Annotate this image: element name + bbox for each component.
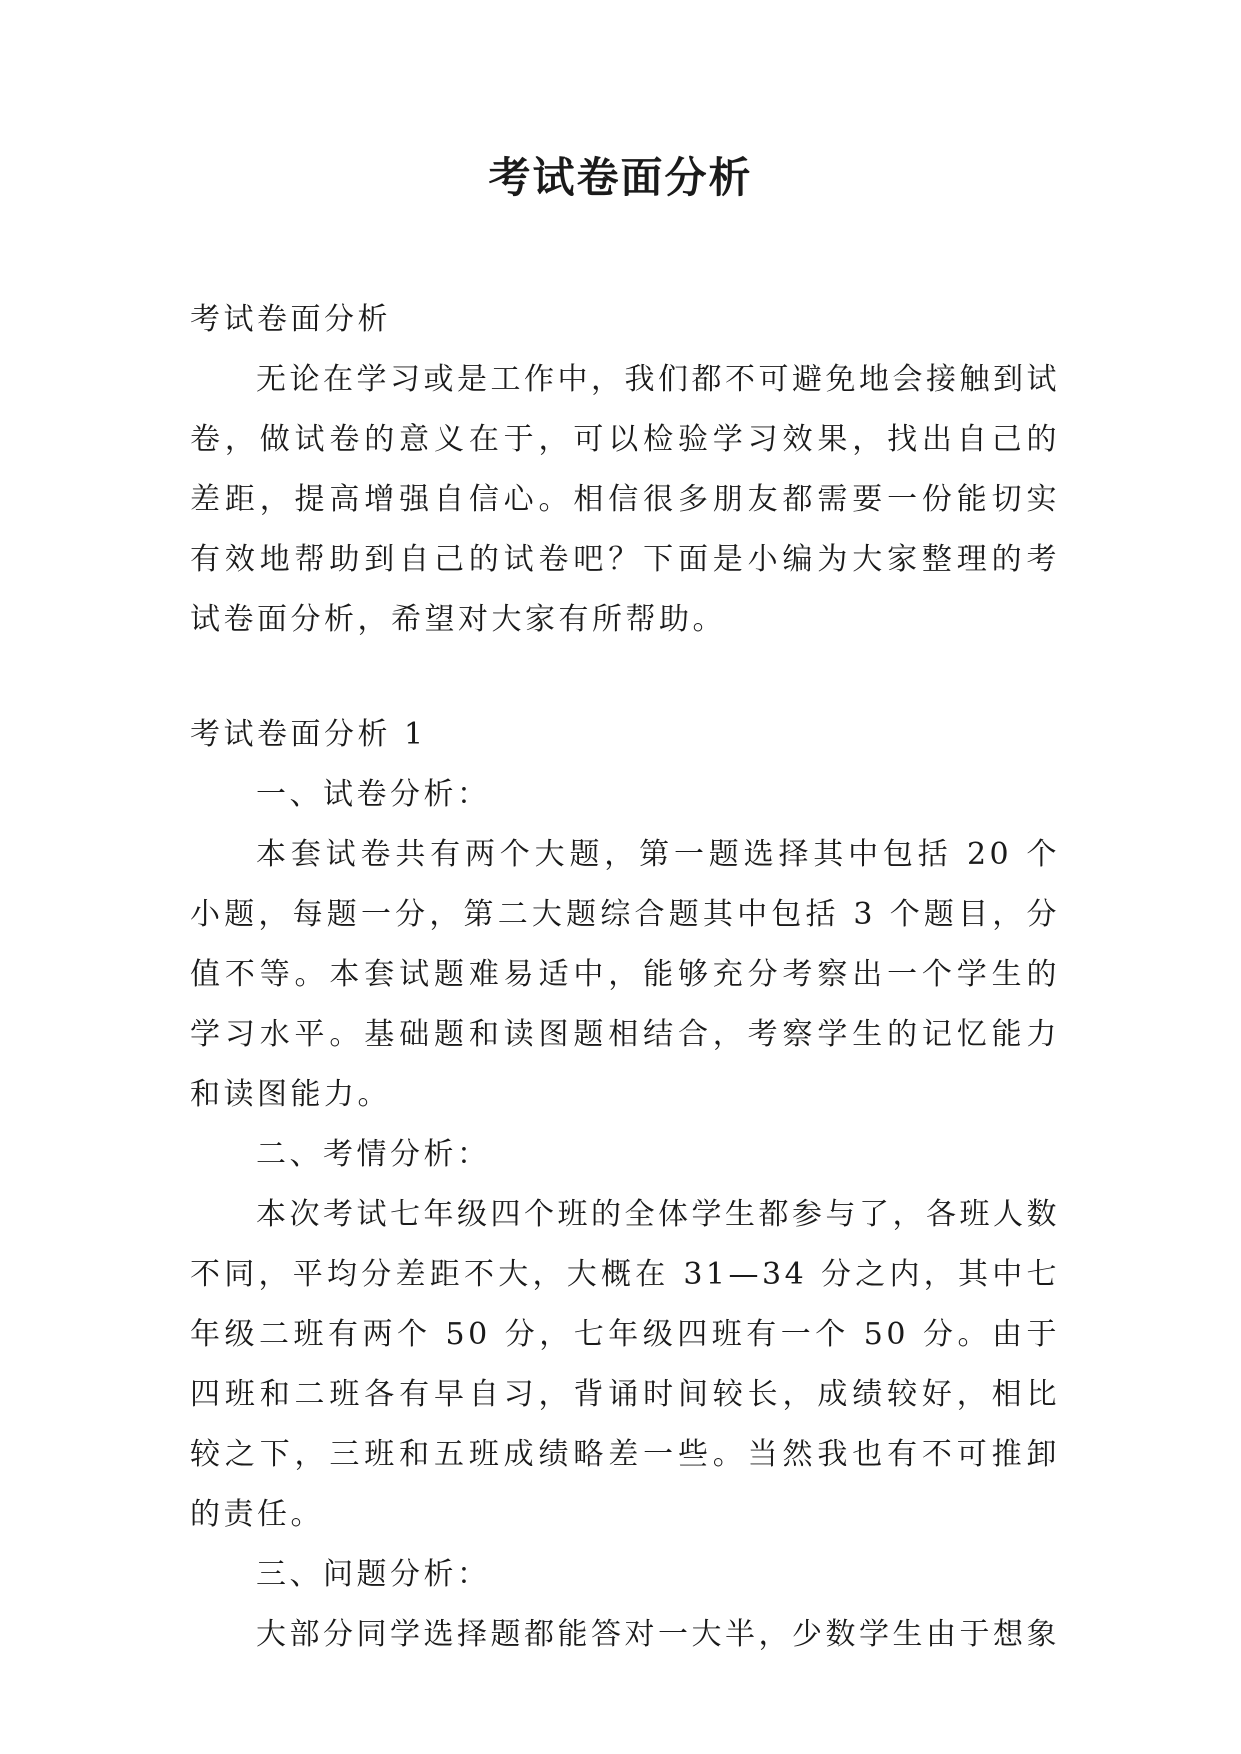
part2-paragraph: 本次考试七年级四个班的全体学生都参与了，各班人数不同，平均分差距不大，大概在 31—34 分之内，其中七年级二班有两个 50 分，七年级四班有一个 50 分。由于四班和二班各有早自习，背诵时间较长，成绩较好，相比较之下，三班和五班成绩略差一些。当然我也有不可推卸的责任。	[190, 1197, 1060, 1532]
part3-paragraph: 大部分同学选择题都能答对一大半，少数学生由于想象	[256, 1617, 1060, 1652]
document-body	[190, 290, 1060, 1665]
section-heading: 考试卷面分析 1	[190, 717, 427, 752]
part1-heading: 一、试卷分析：	[256, 777, 491, 812]
document-title: 考试卷面分析	[488, 153, 753, 202]
intro-paragraph: 无论在学习或是工作中，我们都不可避免地会接触到试卷，做试卷的意义在于，可以检验学习效果，找出自己的差距，提高增强自信心。相信很多朋友都需要一份能切实有效地帮助到自己的试卷吧？下面是小编为大家整理的考试卷面分析，希望对大家有所帮助。	[190, 362, 1060, 637]
spacer	[190, 650, 1060, 705]
part1-paragraph: 本套试卷共有两个大题，第一题选择其中包括 20 个小题，每题一分，第二大题综合题其中包括 3 个题目，分值不等。本套试题难易适中，能够充分考察出一个学生的学习水平。基础题和读图题相结合，考察学生的记忆能力和读图能力。	[190, 837, 1060, 1112]
subtitle: 考试卷面分析	[190, 302, 391, 337]
part3-heading: 三、问题分析：	[256, 1557, 491, 1592]
part2-heading: 二、考情分析：	[256, 1137, 491, 1172]
